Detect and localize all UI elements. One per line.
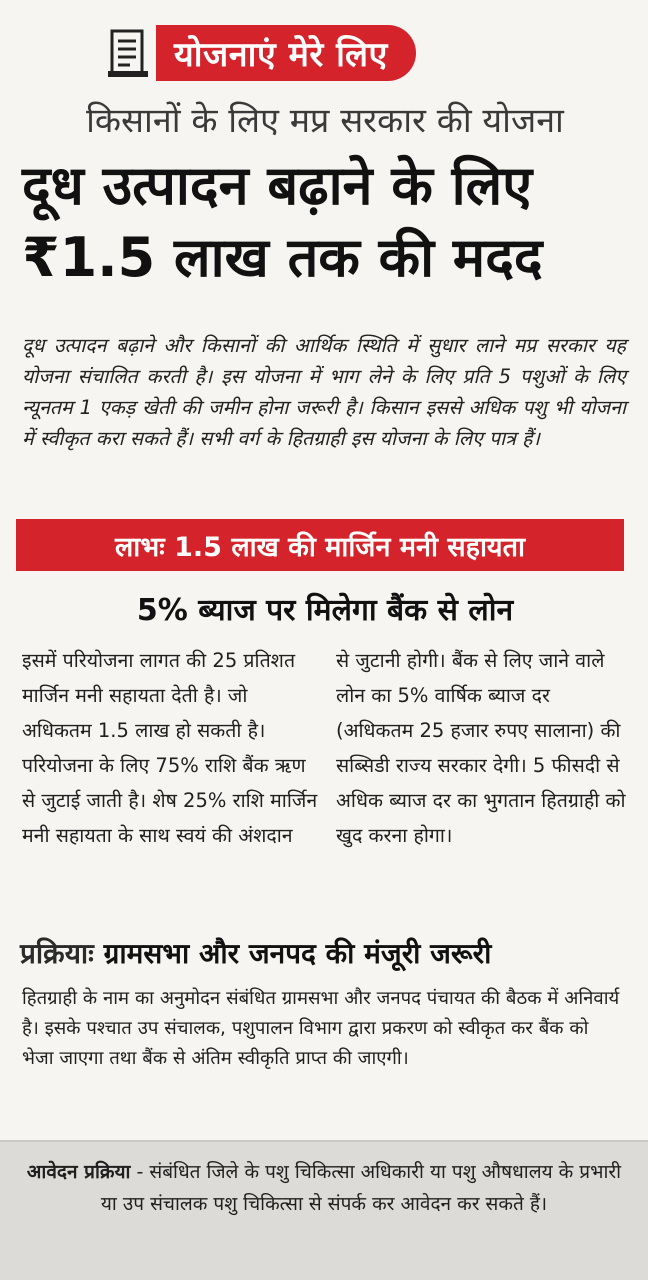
loan-heading: 5% ब्याज पर मिलेगा बैंक से लोन — [136, 593, 514, 628]
application-text: - संबंधित जिले के पशु चिकित्सा अधिकारी या पशु औषधालय के प्रभारी या उप संचालक पशु चिकित्सा से संपर्क कर आवेदन कर सकते हैं। — [100, 1161, 622, 1215]
loan-text-right-column: से जुटानी होगी। बैंक से लिए जाने वाले लोन का 5% वार्षिक ब्याज दर (अधिकतम 25 हजार रुपए सालाना) की सब्सिडी राज्य सरकार देगी। 5 फीसदी से अधिक ब्याज दर का भुगतान हितग्राही को खुद करना होगा। — [336, 649, 626, 847]
intro-paragraph: दूध उत्पादन बढ़ाने और किसानों की आर्थिक स्थिति में सुधार लाने मप्र सरकार यह योजना संचालित करती है। इस योजना में भाग लेने के लिए प्रति 5 पशुओं के लिए न्यूनतम 1 एकड़ खेती की जमीन होना जरूरी है। किसान इससे अधिक पशु भी योजना में स्वीकृत करा सकते हैं। सभी वर्ग के हितग्राही इस योजना के लिए पात्र हैं। — [22, 334, 626, 450]
application-label: आवेदन प्रक्रिया — [26, 1161, 131, 1183]
process-heading — [20, 934, 632, 972]
article-subtitle: किसानों के लिए मप्र सरकार की योजना — [86, 101, 564, 141]
process-paragraph: हितग्राही के नाम का अनुमोदन संबंधित ग्रामसभा और जनपद पंचायत की बैठक में अनिवार्य है। इसके पश्चात उप संचालक, पशुपालन विभाग द्वारा प्रकरण को स्वीकृत कर बैंक को भेजा जाएगा तथा बैंक से अंतिम स्वीकृति प्राप्त की जाएगी। — [22, 988, 620, 1069]
section-tag — [108, 22, 416, 84]
headline-line-1: दूध उत्पादन बढ़ाने के लिए — [22, 154, 533, 217]
section-tag-label: योजनाएं मेरे लिए — [156, 25, 416, 81]
application-paragraph — [24, 1156, 624, 1220]
process-heading-lead: प्रक्रियाः — [20, 937, 94, 970]
headline-line-2: ₹1.5 लाख तक की मदद — [22, 226, 543, 289]
benefit-banner: लाभः 1.5 लाख की मार्जिन मनी सहायता — [16, 519, 624, 571]
process-heading-rest: ग्रामसभा और जनपद की मंजूरी जरूरी — [93, 937, 492, 970]
article-headline — [14, 150, 634, 294]
loan-text-left-column: इसमें परियोजना लागत की 25 प्रतिशत मार्जिन मनी सहायता देती है। जो अधिकतम 1.5 लाख हो सकती है। परियोजना के लिए 75% राशि बैंक ऋण से जुटाई जाती है। शेष 25% राशि मार्जिन मनी सहायता के साथ स्वयं की अंशदान — [22, 649, 318, 847]
document-icon — [108, 27, 148, 79]
